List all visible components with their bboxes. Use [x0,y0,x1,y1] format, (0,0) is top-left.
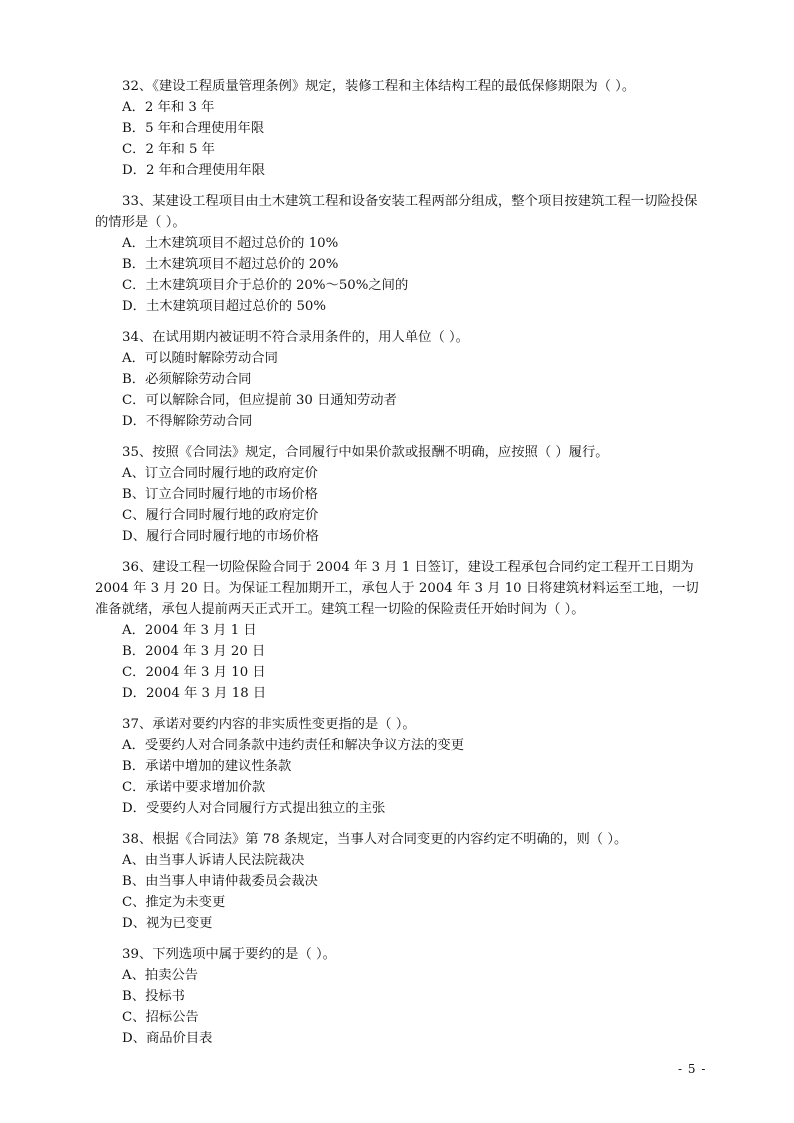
answer-option: A．受要约人对合同条款中违约责任和解决争议方法的变更 [122,738,465,753]
answer-option: A．土木建筑项目不超过总价的 10% [122,236,339,251]
question-stem: 34、在试用期内被证明不符合录用条件的，用人单位（ ）。 [122,330,469,345]
answer-option: B、由当事人申请仲裁委员会裁决 [122,874,318,889]
question-39 [95,944,705,1049]
answer-option: C．土木建筑项目介于总价的 20%～50%之间的 [122,278,409,293]
answer-option: A、订立合同时履行地的政府定价 [122,466,318,481]
answer-option: C．2 年和 5 年 [122,142,215,157]
page-number: - 5 - [678,1062,707,1076]
answer-option: B．必须解除劳动合同 [122,372,252,387]
question-37 [95,714,705,819]
answer-option: A、由当事人诉请人民法院裁决 [122,853,305,868]
answer-option: D．不得解除劳动合同 [122,414,253,429]
answer-option: A．可以随时解除劳动合同 [122,351,278,366]
answer-option: B、订立合同时履行地的市场价格 [122,487,318,502]
answer-option: D、商品价目表 [122,1031,213,1046]
answer-option: D．2 年和合理使用年限 [122,163,266,178]
question-stem: 37、承诺对要约内容的非实质性变更指的是（ ）。 [122,717,416,732]
question-stem: 38、根据《合同法》第 78 条规定，当事人对合同变更的内容约定不明确的，则（ ）。 [122,832,628,847]
answer-option: A．2 年和 3 年 [122,100,215,115]
question-stem: 36、建设工程一切险保险合同于 2004 年 3 月 1 日签订，建设工程承包合同约定工程开工日期为 2004 年 3 月 20 日。为保证工程加期开工，承包人于 2004 年 3 月 10 日将建筑材料运至工地，一切准备就绪，承包人提前两天正式开工。建筑工程一切险的保险责任开始时间为（ ）。 [95,560,699,617]
answer-option: D、履行合同时履行地的市场价格 [122,529,319,544]
question-stem: 32、《建设工程质量管理条例》规定，装修工程和主体结构工程的最低保修期限为（ ）。 [122,79,636,94]
answer-option: B．承诺中增加的建议性条款 [122,759,292,774]
question-list [95,76,705,1059]
answer-option: C．承诺中要求增加价款 [122,780,266,795]
question-34 [95,327,705,432]
answer-option: D．2004 年 3 月 18 日 [122,686,267,701]
answer-option: B．5 年和合理使用年限 [122,121,265,136]
answer-option: C．可以解除合同，但应提前 30 日通知劳动者 [122,393,397,408]
question-33 [95,191,705,317]
answer-option: D．土木建筑项目超过总价的 50% [122,299,327,314]
answer-option: D、视为已变更 [122,916,213,931]
answer-option: D．受要约人对合同履行方式提出独立的主张 [122,801,386,816]
answer-option: C、推定为未变更 [122,895,226,910]
question-stem: 33、某建设工程项目由土木建筑工程和设备安装工程两部分组成，整个项目按建筑工程一切险投保的情形是（ ）。 [95,194,698,230]
answer-option: B．2004 年 3 月 20 日 [122,644,266,659]
answer-option: B．土木建筑项目不超过总价的 20% [122,257,339,272]
answer-option: B、投标书 [122,989,185,1004]
answer-option: A．2004 年 3 月 1 日 [122,623,257,638]
answer-option: C．2004 年 3 月 10 日 [122,665,266,680]
question-35 [95,442,705,547]
answer-option: C、招标公告 [122,1010,199,1025]
question-36 [95,557,705,704]
question-stem: 39、下列选项中属于要约的是（ ）。 [122,947,336,962]
question-32 [95,76,705,181]
answer-option: C、履行合同时履行地的政府定价 [122,508,319,523]
question-stem: 35、按照《合同法》规定，合同履行中如果价款或报酬不明确，应按照（ ）履行。 [122,445,609,460]
question-38 [95,829,705,934]
answer-option: A、拍卖公告 [122,968,199,983]
